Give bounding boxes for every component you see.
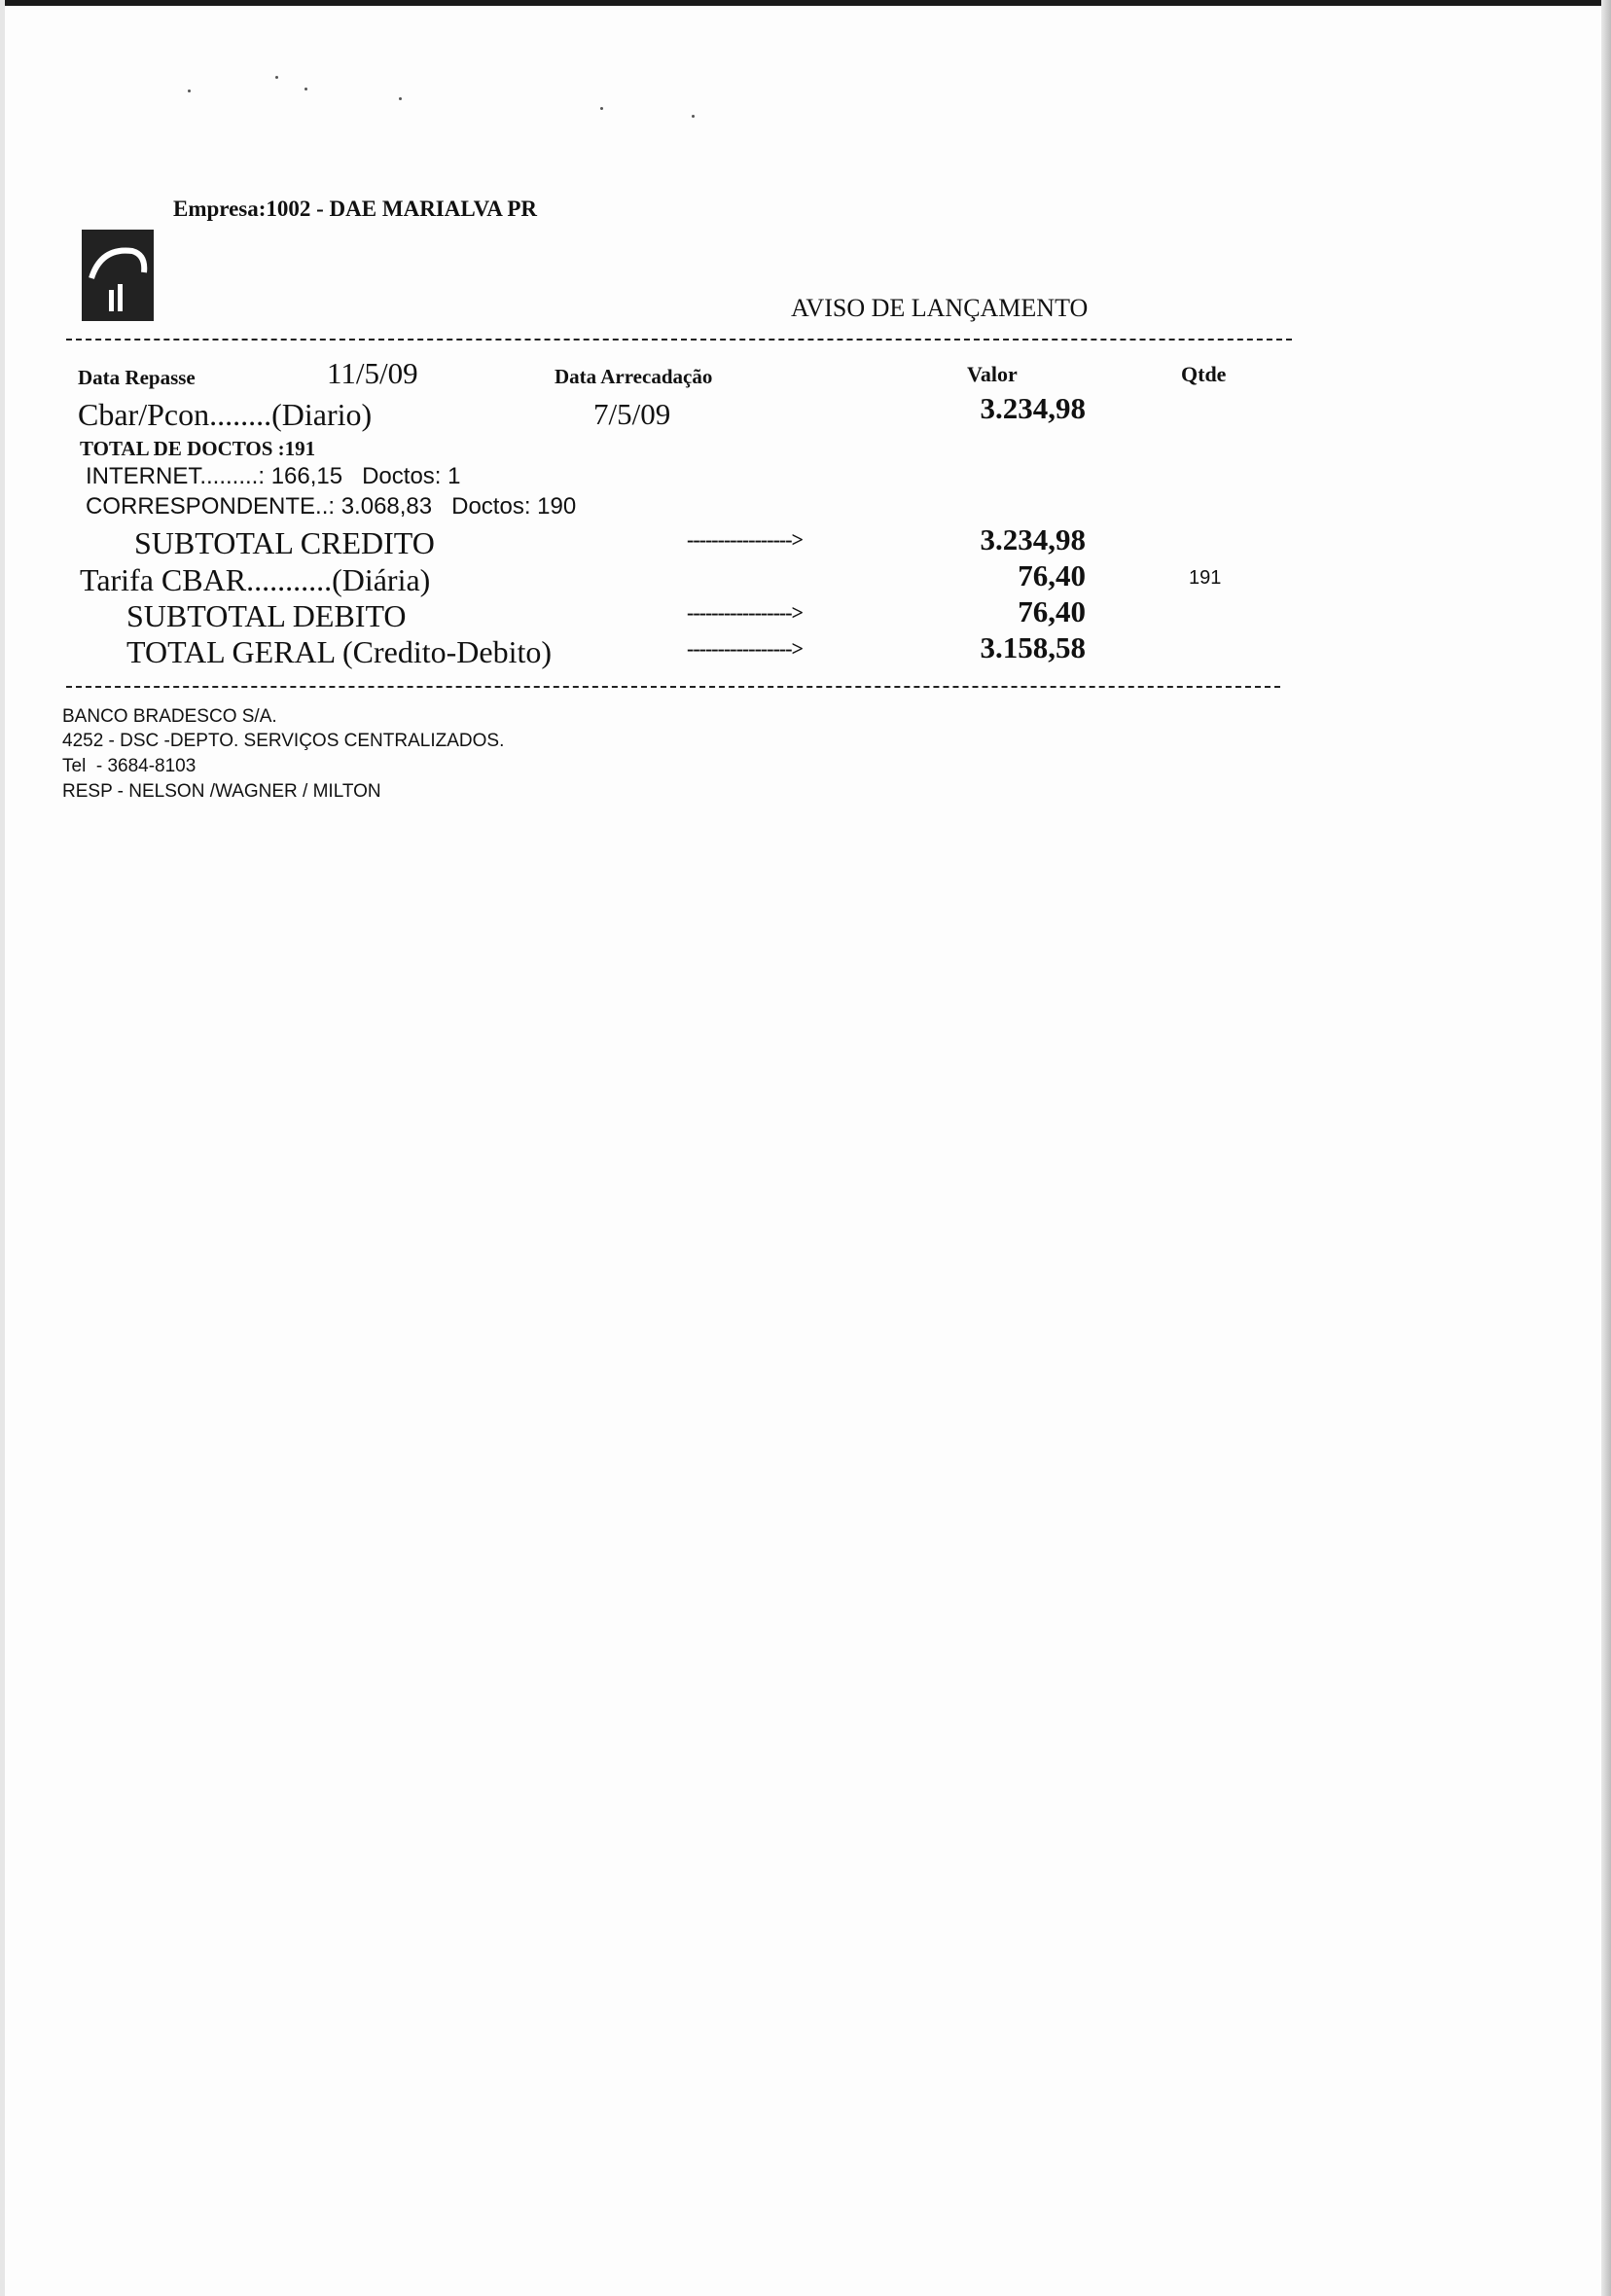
- data-repasse-label: Data Repasse: [78, 366, 196, 389]
- internet-line: INTERNET.........: 166,15 Doctos: 1: [86, 463, 461, 489]
- total-geral-label: TOTAL GERAL (Credito-Debito): [126, 634, 553, 669]
- total-doctos: TOTAL DE DOCTOS :191: [80, 437, 316, 460]
- scan-left-edge: [0, 0, 5, 2296]
- scan-speck: [399, 97, 402, 100]
- total-geral-arrow: ----------------->: [687, 636, 804, 661]
- cbar-date: 7/5/09: [593, 397, 671, 431]
- total-geral-valor: 3.158,58: [980, 630, 1086, 664]
- cbar-valor: 3.234,98: [980, 391, 1086, 425]
- cbar-label: Cbar/Pcon........(Diario): [78, 397, 373, 432]
- subtotal-credito-label: SUBTOTAL CREDITO: [134, 525, 435, 560]
- subtotal-credito-arrow: ----------------->: [687, 527, 804, 552]
- footer-department: 4252 - DSC -DEPTO. SERVIÇOS CENTRALIZADOS.: [62, 731, 505, 751]
- qtde-label: Qtde: [1181, 362, 1227, 386]
- scan-top-edge: [0, 0, 1611, 6]
- tarifa-qtde: 191: [1189, 567, 1222, 589]
- scan-speck: [275, 76, 278, 79]
- divider-bottom: [66, 686, 1280, 688]
- footer-responsible: RESP - NELSON /WAGNER / MILTON: [62, 781, 381, 802]
- correspondente-line: CORRESPONDENTE..: 3.068,83 Doctos: 190: [86, 493, 577, 520]
- tarifa-valor: 76,40: [1018, 558, 1086, 592]
- divider-top: [66, 339, 1292, 341]
- subtotal-debito-label: SUBTOTAL DEBITO: [126, 598, 407, 633]
- data-repasse-value: 11/5/09: [327, 356, 418, 390]
- valor-label: Valor: [967, 362, 1018, 386]
- subtotal-debito-valor: 76,40: [1018, 594, 1086, 628]
- subtotal-debito-arrow: ----------------->: [687, 600, 804, 625]
- subtotal-credito-valor: 3.234,98: [980, 522, 1086, 556]
- scan-speck: [188, 90, 191, 92]
- scan-speck: [692, 115, 695, 118]
- scan-right-edge: [1601, 0, 1611, 2296]
- bradesco-logo: [82, 230, 154, 321]
- footer-phone: Tel - 3684-8103: [62, 756, 197, 776]
- footer-bank: BANCO BRADESCO S/A.: [62, 706, 277, 727]
- scan-speck: [600, 107, 603, 110]
- empresa-heading: Empresa:1002 - DAE MARIALVA PR: [173, 197, 537, 221]
- data-arrecadacao-label: Data Arrecadação: [555, 365, 713, 388]
- scan-speck: [304, 88, 307, 90]
- document-title: AVISO DE LANÇAMENTO: [791, 294, 1089, 322]
- tarifa-label: Tarifa CBAR...........(Diária): [80, 562, 431, 597]
